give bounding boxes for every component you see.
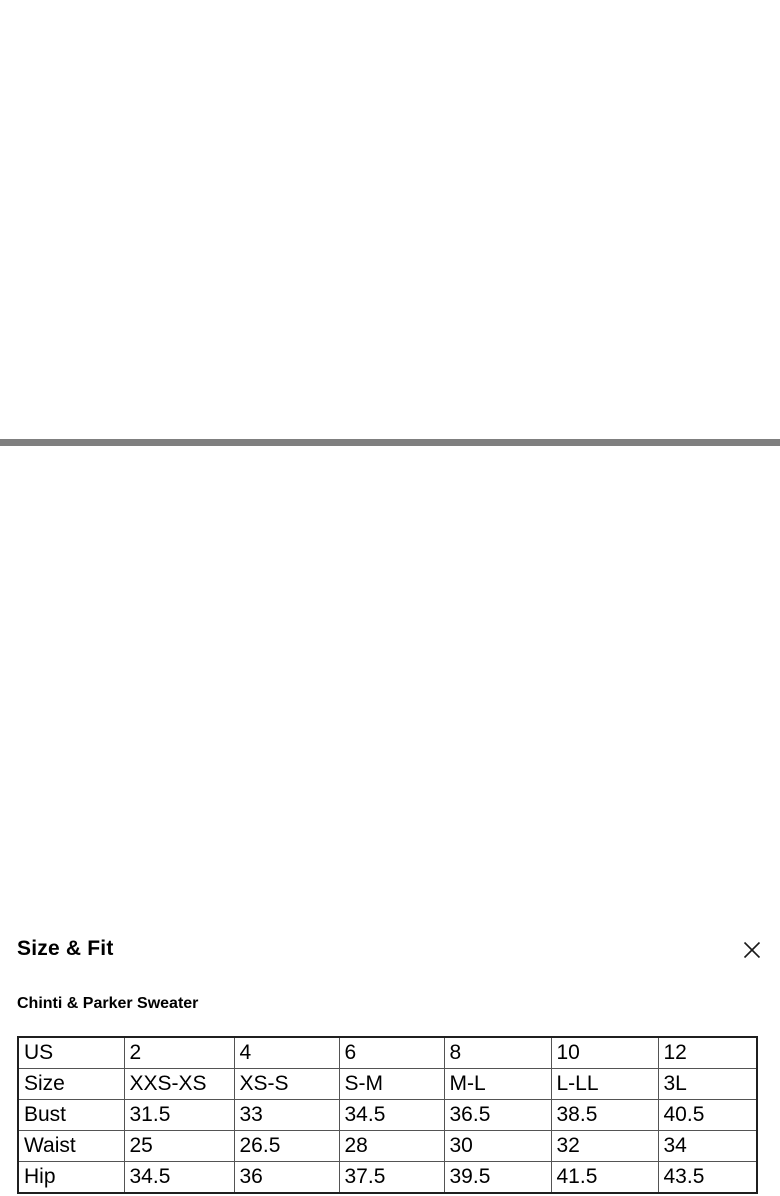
- table-cell: 33: [234, 1100, 339, 1131]
- row-label: Bust: [18, 1100, 124, 1131]
- table-cell: 26.5: [234, 1131, 339, 1162]
- table-cell: 3L: [658, 1069, 757, 1100]
- table-cell: 34.5: [339, 1100, 444, 1131]
- table-cell: 28: [339, 1131, 444, 1162]
- page-background-area: [0, 0, 780, 439]
- size-fit-table-body: [18, 1037, 757, 1193]
- table-cell: 12: [658, 1037, 757, 1069]
- table-row: [18, 1131, 757, 1162]
- table-cell: 30: [444, 1131, 551, 1162]
- table-cell: 37.5: [339, 1162, 444, 1194]
- table-cell: 2: [124, 1037, 234, 1069]
- table-cell: 25: [124, 1131, 234, 1162]
- table-cell: 40.5: [658, 1100, 757, 1131]
- table-row: [18, 1100, 757, 1131]
- table-cell: 43.5: [658, 1162, 757, 1194]
- table-row: [18, 1069, 757, 1100]
- table-cell: 41.5: [551, 1162, 658, 1194]
- table-cell: 34.5: [124, 1162, 234, 1194]
- size-fit-table: [17, 1036, 758, 1194]
- table-cell: M-L: [444, 1069, 551, 1100]
- table-cell: 36: [234, 1162, 339, 1194]
- table-row: [18, 1162, 757, 1194]
- table-row: [18, 1037, 757, 1069]
- table-cell: 6: [339, 1037, 444, 1069]
- table-cell: 4: [234, 1037, 339, 1069]
- table-cell: XXS-XS: [124, 1069, 234, 1100]
- table-cell: 39.5: [444, 1162, 551, 1194]
- row-label: Waist: [18, 1131, 124, 1162]
- modal-title: Size & Fit: [17, 937, 114, 960]
- modal-top-divider: [0, 439, 780, 446]
- table-cell: 34: [658, 1131, 757, 1162]
- table-cell: XS-S: [234, 1069, 339, 1100]
- table-cell: S-M: [339, 1069, 444, 1100]
- row-label: US: [18, 1037, 124, 1069]
- close-button[interactable]: [738, 936, 766, 964]
- table-cell: 36.5: [444, 1100, 551, 1131]
- table-cell: 8: [444, 1037, 551, 1069]
- row-label: Hip: [18, 1162, 124, 1194]
- table-cell: 38.5: [551, 1100, 658, 1131]
- row-label: Size: [18, 1069, 124, 1100]
- table-cell: 10: [551, 1037, 658, 1069]
- close-icon: [743, 941, 761, 959]
- table-cell: 32: [551, 1131, 658, 1162]
- size-fit-modal: [0, 446, 780, 1196]
- table-cell: L-LL: [551, 1069, 658, 1100]
- table-cell: 31.5: [124, 1100, 234, 1131]
- product-name-subtitle: Chinti & Parker Sweater: [17, 995, 199, 1012]
